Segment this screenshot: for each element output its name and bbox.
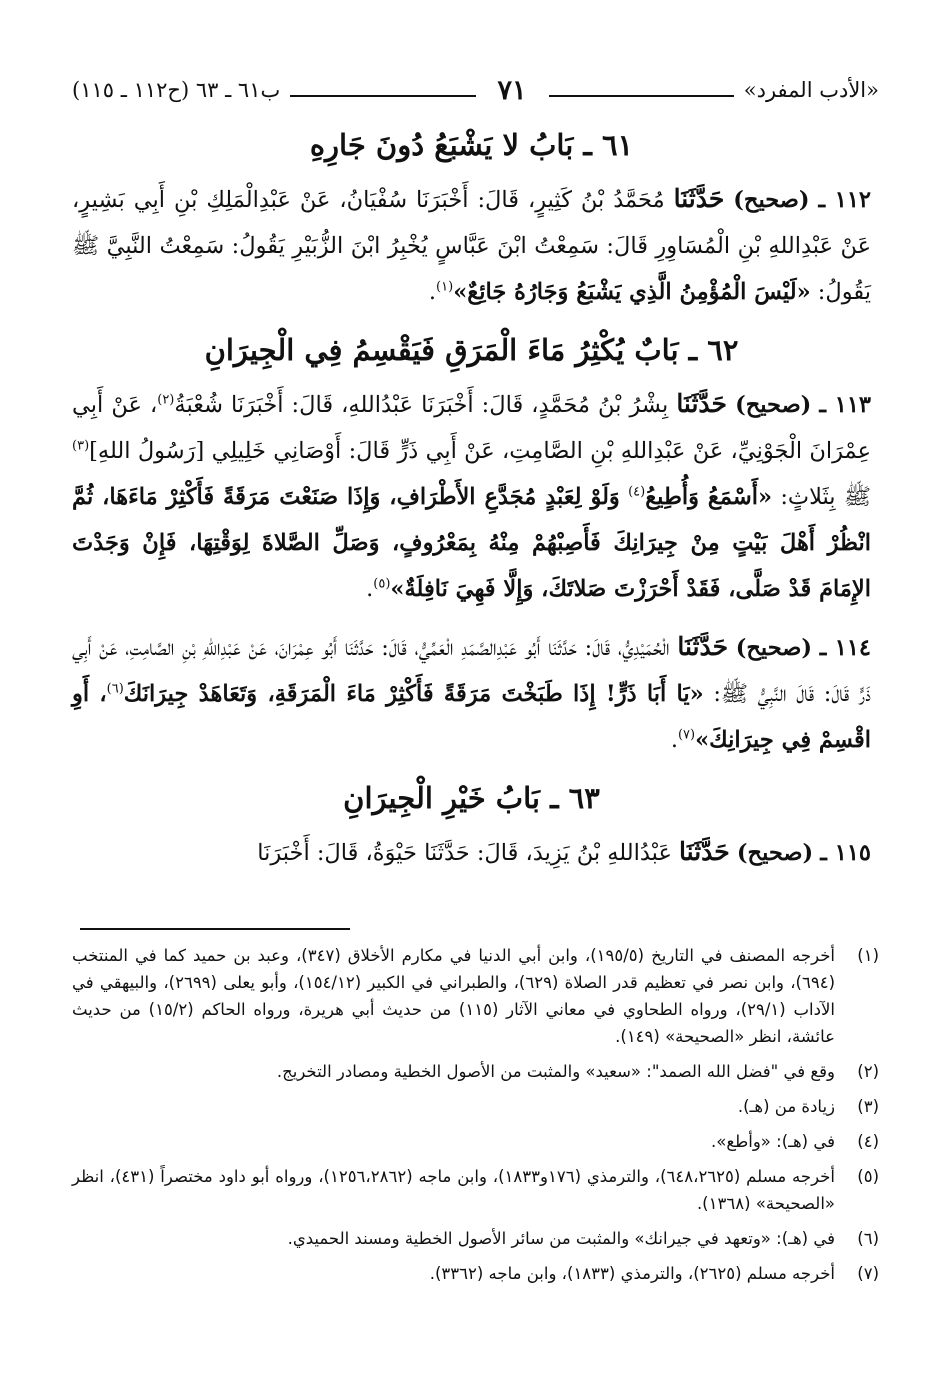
hadith-number: ١١٣ ـ	[819, 392, 872, 418]
narration-verb: حَدَّثَنَا	[679, 837, 730, 866]
grade-tag: (صحيح)	[733, 187, 810, 213]
footnote-1	[72, 942, 879, 1050]
hadith-115	[72, 829, 871, 876]
isnad-text: ﷺ بِثَلاثٍ:	[780, 484, 871, 510]
footnote-ref[interactable]: (٧)	[677, 727, 696, 743]
header-book-title: «الأدب المفرد»	[743, 78, 879, 102]
main-text	[72, 122, 871, 888]
hadith-113: ١١٣ ـ (صحيح) حَدَّثَنَا بِشْرُ بْنُ مُحَمَّدٍ، قَالَ: أَخْبَرَنَا عَبْدُاللهِ، قَالَ: أَخْبَرَنَا شُعْبَةُ$^{(٢)}$، عَنْ أَبِي عِمْرَانَ الْجَوْنِيِّ، عَنْ عَبْدِاللهِ بْنِ الصَّامِتِ، عَنْ أَبِي ذَرٍّ قَالَ: أَوْصَانِي خَلِيلِي [رَسُولُ اللهِ]$^{(٣)}$ ﷺ بِثَلاثٍ: «أَسْمَعُ وَأُطِيعُ$^{(٤)}$ وَلَوْ لِعَبْدٍ مُجَدَّعِ الأَطْرَافِ، وَإِذَا صَنَعْتَ مَرَقَةً فَأَكْثِرْ مَاءَهَا، ثُمَّ انْظُرْ أَهْلَ بَيْتٍ مِنْ جِيرَانِكَ فَأَصِبْهُمْ مِنْهُ بِمَعْرُوفٍ، وَصَلِّ الصَّلاةَ لِوَقْتِهَا، فَإِنْ وَجَدْتَ الإِمَامَ قَدْ صَلَّى، فَقَدْ أَحْرَزْتَ صَلاتَكَ، وَإِلَّا فَهِيَ نَافِلَةٌ»$^{(٥)}$.	[72, 389, 872, 602]
hadith-112: ١١٢ ـ (صحيح) حَدَّثَنَا مُحَمَّدُ بْنُ كَثِيرٍ، قَالَ: أَخْبَرَنَا سُفْيَانُ، عَنْ عَبْدِالْمَلِكِ بْنِ أَبِي بَشِيرٍ، عَنْ عَبْدِاللهِ بْنِ الْمُسَاوِرِ قَالَ: سَمِعْتُ ابْنَ عَبَّاسٍ يُخْبِرُ ابْنَ الزُّبَيْرِ يَقُولُ: سَمِعْتُ النَّبِيَّ ﷺ يَقُولُ: «لَيْسَ الْمُؤْمِنُ الَّذِي يَشْبَعُ وَجَارُهُ جَائِعٌ»$^{(١)}$.	[72, 184, 871, 305]
isnad-text: بِشْرُ بْنُ مُحَمَّدٍ، قَالَ: أَخْبَرَنَا عَبْدُاللهِ، قَالَ: أَخْبَرَنَا شُعْبَةُ	[174, 392, 669, 418]
footnote-7	[72, 1260, 879, 1287]
narration-verb: حَدَّثَنَا	[676, 389, 728, 418]
isnad-text: ، عَنْ أَبِي عِمْرَانَ الْجَوْنِيِّ، عَنْ عَبْدِاللهِ بْنِ الصَّامِتِ، عَنْ أَبِي ذَرٍّ قَالَ: أَوْصَانِي خَلِيلِي [رَسُولُ اللهِ]	[72, 392, 871, 464]
hadith-number: ١١٥ ـ	[820, 840, 871, 866]
grade-tag: (صحيح)	[735, 635, 812, 661]
chapter-title-63: ٦٣ ـ بَابُ خَيْرِ الْجِيرَانِ	[343, 781, 600, 815]
footnote-6	[72, 1225, 879, 1252]
footnote-text: في (هـ): «وأطع».	[711, 1132, 835, 1151]
grade-tag: (صحيح)	[735, 392, 812, 418]
footnote-text: زيادة من (هـ).	[737, 1097, 835, 1116]
chapter-title-62: ٦٢ ـ بَابٌ يُكْثِرُ مَاءَ الْمَرَقِ فَيَقْسِمُ فِي الْجِيرَانِ	[204, 333, 739, 367]
footnote-ref[interactable]: (١)	[436, 279, 454, 295]
footnote-number: (٤)	[857, 1132, 879, 1151]
footnotes	[72, 942, 879, 1295]
footnote-ref[interactable]: (٤)	[628, 484, 646, 500]
footnote-5	[72, 1163, 879, 1217]
footnote-ref[interactable]: (٥)	[373, 576, 391, 592]
matn-text: ، أَوِ اقْسِمْ فِي جِيرَانِكَ»	[72, 681, 871, 753]
matn-text: وَلَوْ لِعَبْدٍ مُجَدَّعِ الأَطْرَافِ، وَإِذَا صَنَعْتَ مَرَقَةً فَأَكْثِرْ مَاءَهَا، ثُمَّ انْظُرْ أَهْلَ بَيْتٍ مِنْ جِيرَانِكَ فَأَصِبْهُمْ مِنْهُ بِمَعْرُوفٍ، وَصَلِّ الصَّلاةَ لِوَقْتِهَا، فَإِنْ وَجَدْتَ الإِمَامَ قَدْ صَلَّى، فَقَدْ أَحْرَزْتَ صَلاتَكَ، وَإِلَّا فَهِيَ نَافِلَةٌ»	[72, 484, 871, 602]
footnote-number: (١)	[857, 946, 879, 965]
footnote-ref[interactable]: (٢)	[157, 392, 175, 408]
isnad-text: الْحُمَيْدِيُّ، قَالَ: حَدَّثَنَا أَبُو عَبْدِالصَّمَدِ الْعَمِّيُّ، قَالَ: حَدَّثَنَا أَبُو عِمْرَانَ، عَنْ عَبْدِاللهِ بْنِ الصَّامِتِ، عَنْ أَبِي ذَرٍّ قَالَ: قَالَ النَّبِيُّ ﷺ:	[72, 635, 871, 707]
matn-text: «يَا أَبَا ذَرٍّ! إِذَا طَبَخْتَ مَرَقَةً فَأَكْثِرْ مَاءَ الْمَرَقَةِ، وَتَعَاهَدْ جِيرَانَكَ	[123, 681, 704, 707]
footnote-text: أخرجه مسلم (٢٦٢٥)، والترمذي (١٨٣٣)، وابن ماجه (٣٣٦٢).	[429, 1264, 835, 1283]
footnote-number: (٧)	[857, 1264, 879, 1283]
narration-verb: حَدَّثَنَا	[677, 632, 729, 661]
footnote-ref[interactable]: (٦)	[106, 681, 124, 697]
footnote-text: أخرجه المصنف في التاريخ (١٩٥/٥)، وابن أبي الدنيا في مكارم الأخلاق (٣٤٧)، وعبد بن حميد كما في المنتخب (٦٩٤)، وابن نصر في تعظيم قدر الصلاة (٦٢٩)، والطبراني في الكبير (١٥٤/١٢)، وأبو يعلى (٢٦٩٩)، والبيهقي في الآداب (٢٩/١)، ورواه الطحاوي في معاني الآثار (١١٥) من حديث أبي هريرة، ورواه الحاكم (١٥/٢) من حديث عائشة، انظر «الصحيحة» (١٤٩).	[72, 946, 836, 1046]
header-rule	[290, 95, 475, 97]
footnote-number: (٦)	[857, 1229, 879, 1248]
matn-text: «أَسْمَعُ وَأُطِيعُ	[645, 484, 773, 510]
isnad-text: عَبْدُاللهِ بْنُ يَزِيدَ، قَالَ: حَدَّثَنَا حَيْوَةُ، قَالَ: أَخْبَرَنَا	[257, 840, 672, 866]
footnote-text: أخرجه مسلم (٦٤٨،٢٦٢٥)، والترمذي (١٧٦و١٨٣٣)، وابن ماجه (١٢٥٦،٢٨٦٢)، ورواه أبو داود مختصراً (٤٣١)، انظر «الصحيحة» (١٣٦٨).	[72, 1167, 835, 1213]
footnote-2	[72, 1058, 879, 1085]
footnote-divider	[80, 928, 350, 930]
header-chapter-range: ب٦١ ـ ٦٣ (ح١١٢ ـ ١١٥)	[72, 78, 281, 102]
footnote-text: وقع في "فضل الله الصمد": «سعيد» والمثبت من الأصول الخطية ومصادر التخريج.	[276, 1062, 835, 1081]
footnote-4	[72, 1128, 879, 1155]
matn-text: «لَيْسَ الْمُؤْمِنُ الَّذِي يَشْبَعُ وَجَارُهُ جَائِعٌ»	[453, 279, 811, 305]
narration-verb: حَدَّثَنَا	[673, 184, 725, 213]
footnote-3	[72, 1093, 879, 1120]
footnote-number: (٣)	[857, 1097, 879, 1116]
header-rule	[549, 95, 734, 97]
hadith-number: ١١٤ ـ	[819, 635, 872, 661]
footnote-number: (٥)	[857, 1167, 879, 1186]
page-number: ٧١	[497, 74, 527, 106]
footnote-text: في (هـ): «وتعهد في جيرانك» والمثبت من سائر الأصول الخطية ومسند الحميدي.	[287, 1229, 835, 1248]
footnote-ref[interactable]: (٣)	[72, 438, 90, 454]
grade-tag: (صحيح)	[736, 840, 814, 866]
footnote-number: (٢)	[857, 1062, 879, 1081]
chapter-title-61: ٦١ ـ بَابُ لا يَشْبَعُ دُونَ جَارِهِ	[309, 128, 634, 162]
isnad-text: مُحَمَّدُ بْنُ كَثِيرٍ، قَالَ: أَخْبَرَنَا سُفْيَانُ، عَنْ عَبْدِالْمَلِكِ بْنِ أَبِي بَشِيرٍ، عَنْ عَبْدِاللهِ بْنِ الْمُسَاوِرِ قَالَ: سَمِعْتُ ابْنَ عَبَّاسٍ يُخْبِرُ ابْنَ الزُّبَيْرِ يَقُولُ: سَمِعْتُ النَّبِيَّ ﷺ يَقُولُ:	[72, 187, 871, 305]
hadith-number: ١١٢ ـ	[818, 187, 871, 213]
hadith-114: ١١٤ ـ (صحيح) حَدَّثَنَا الْحُمَيْدِيُّ، قَالَ: حَدَّثَنَا أَبُو عَبْدِالصَّمَدِ الْعَمِّيُّ، قَالَ: حَدَّثَنَا أَبُو عِمْرَانَ، عَنْ عَبْدِاللهِ بْنِ الصَّامِتِ، عَنْ أَبِي ذَرٍّ قَالَ: قَالَ النَّبِيُّ ﷺ: «يَا أَبَا ذَرٍّ! إِذَا طَبَخْتَ مَرَقَةً فَأَكْثِرْ مَاءَ الْمَرَقَةِ، وَتَعَاهَدْ جِيرَانَكَ$^{(٦)}$، أَوِ اقْسِمْ فِي جِيرَانِكَ»$^{(٧)}$.	[72, 632, 872, 753]
running-header	[72, 72, 879, 108]
